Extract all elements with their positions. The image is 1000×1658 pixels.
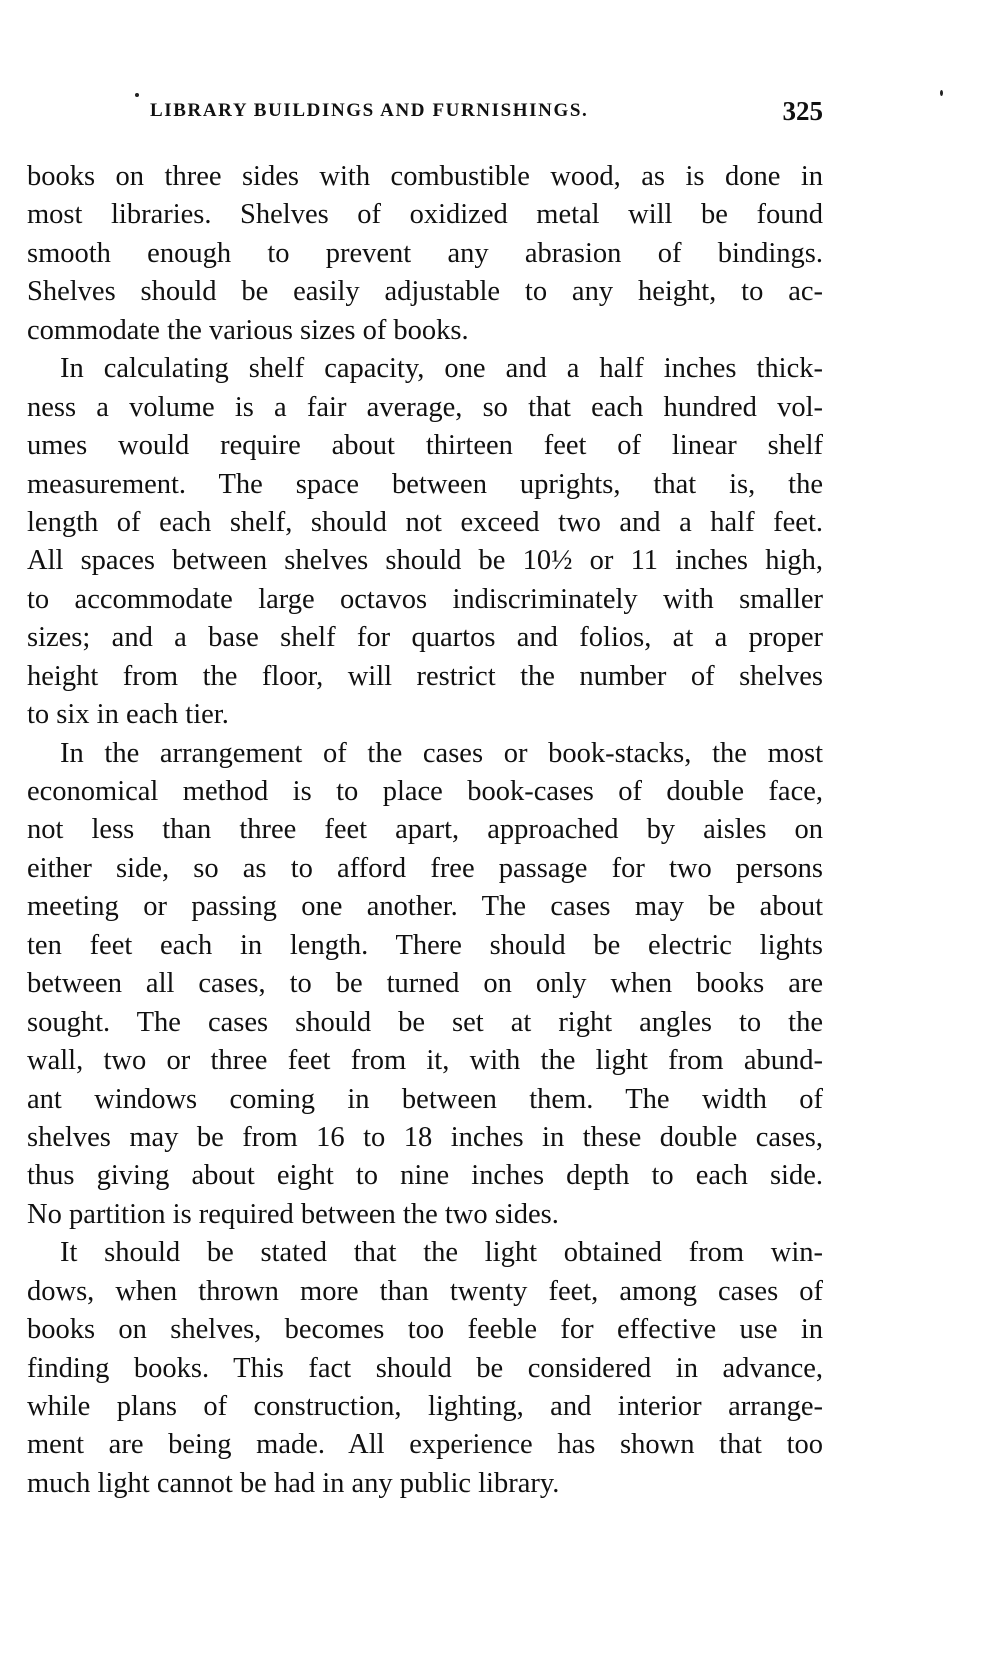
print-speck (135, 93, 139, 97)
text-line: either side, so as to afford free passage for two persons (27, 852, 823, 884)
text-line: In the arrangement of the cases or book-stacks, the most (60, 737, 823, 769)
text-line: height from the floor, will restrict the number of shelves (27, 660, 823, 692)
text-line: commodate the various sizes of books. (27, 314, 469, 346)
paragraph (27, 735, 823, 1235)
text-line: to accommodate large octavos indiscriminately with smaller (27, 583, 823, 615)
running-title: LIBRARY BUILDINGS AND FURNISHINGS. (150, 100, 589, 121)
text-line: No partition is required between the two sides. (27, 1198, 559, 1230)
text-line: meeting or passing one another. The cases may be about (27, 891, 823, 923)
text-line: umes would require about thirteen feet of linear shelf (27, 430, 823, 462)
paragraph (27, 1234, 823, 1503)
text-line: much light cannot be had in any public library. (27, 1467, 560, 1499)
text-line: between all cases, to be turned on only when books are (27, 968, 823, 1000)
paragraph (27, 158, 823, 350)
text-line: most libraries. Shelves of oxidized metal will be found (27, 199, 823, 231)
text-line: books on three sides with combustible wood, as is done in (27, 161, 823, 192)
text-line: while plans of construction, lighting, and interior arrange- (27, 1391, 823, 1422)
text-line: dows, when thrown more than twenty feet, among cases of (27, 1275, 823, 1307)
text-line: sizes; and a base shelf for quartos and folios, at a proper (27, 622, 823, 654)
text-line: sought. The cases should be set at right angles to the (27, 1006, 823, 1038)
text-line: not less than three feet apart, approached by aisles on (27, 814, 823, 846)
text-line: All spaces between shelves should be 10½ or 11 inches high, (27, 545, 823, 577)
print-speck (940, 90, 943, 96)
text-line: length of each shelf, should not exceed two and a half feet. (27, 506, 823, 538)
text-line: economical method is to place book-cases of double face, (27, 776, 823, 807)
text-line: thus giving about eight to nine inches depth to each side. (27, 1160, 823, 1192)
text-line: ant windows coming in between them. The width of (27, 1083, 823, 1115)
body-text (27, 158, 823, 1503)
text-line: ment are being made. All experience has shown that too (27, 1429, 823, 1461)
text-line: shelves may be from 16 to 18 inches in these double cases, (27, 1121, 823, 1153)
text-line: smooth enough to prevent any abrasion of bindings. (27, 237, 823, 269)
text-line: wall, two or three feet from it, with the light from abund- (27, 1045, 823, 1077)
text-line: ness a volume is a fair average, so that each hundred vol- (27, 391, 823, 423)
text-line: measurement. The space between uprights, that is, the (27, 468, 823, 500)
page-header (150, 96, 823, 130)
text-line: In calculating shelf capacity, one and a half inches thick- (60, 353, 823, 385)
text-line: It should be stated that the light obtained from win- (60, 1237, 823, 1269)
text-line: books on shelves, becomes too feeble for effective use in (27, 1314, 823, 1346)
text-line: ten feet each in length. There should be electric lights (27, 929, 823, 961)
text-line: finding books. This fact should be considered in advance, (27, 1352, 823, 1384)
paragraph (27, 350, 823, 734)
text-line: Shelves should be easily adjustable to any height, to ac- (27, 276, 823, 308)
text-line: to six in each tier. (27, 699, 229, 731)
page-number: 325 (782, 96, 823, 126)
